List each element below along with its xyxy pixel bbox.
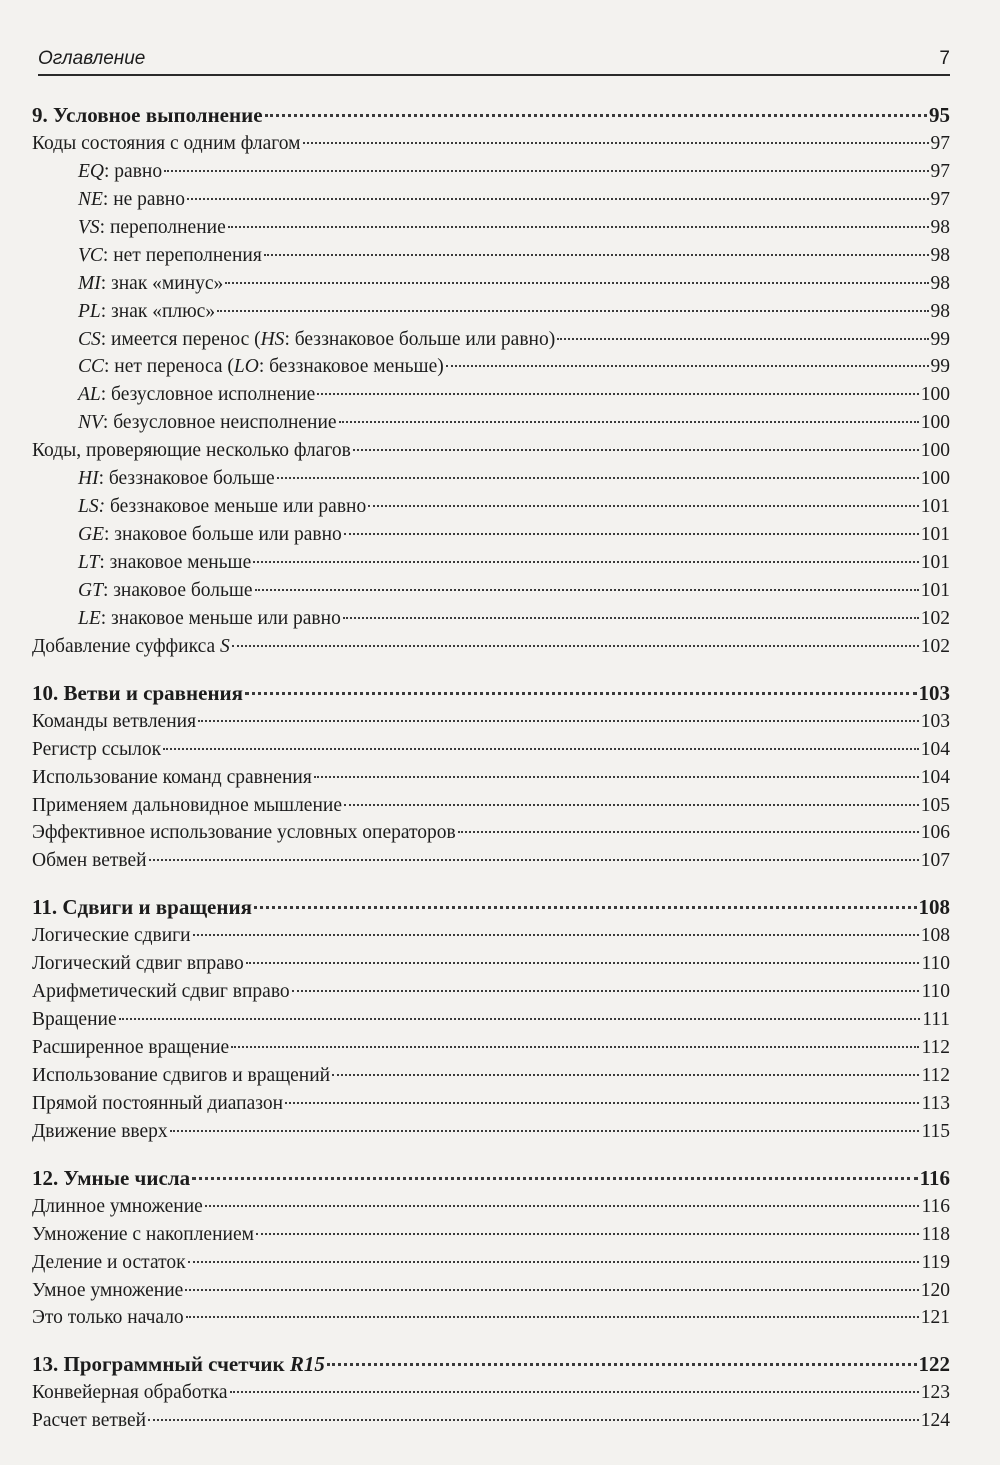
entry-page: 98 <box>930 300 950 322</box>
entry-text: Конвейерная обработка <box>32 1382 228 1404</box>
toc-entry[interactable] <box>32 633 950 661</box>
toc-entry-title <box>78 186 185 214</box>
toc-entry-title <box>32 1277 183 1305</box>
entry-page: 107 <box>920 850 950 872</box>
toc-entry[interactable] <box>32 1118 950 1146</box>
entry-page: 100 <box>920 440 950 462</box>
toc-entry-title <box>32 633 230 661</box>
entry-code: NV <box>78 412 103 434</box>
dot-leader <box>228 225 929 228</box>
toc-entry[interactable] <box>32 1034 950 1062</box>
toc-entry[interactable] <box>32 922 950 950</box>
toc-entry-title <box>78 549 251 577</box>
dot-leader <box>170 1129 920 1132</box>
entry-page: 104 <box>920 766 950 788</box>
dot-leader <box>205 1204 920 1207</box>
entry-page: 120 <box>920 1279 950 1301</box>
toc-entry-title <box>32 708 196 736</box>
toc-entry[interactable] <box>32 353 950 381</box>
entry-page: 101 <box>920 496 950 518</box>
entry-page: 97 <box>930 160 950 182</box>
toc-entry-title <box>78 521 342 549</box>
dot-leader <box>303 141 929 144</box>
entry-page: 123 <box>920 1382 950 1404</box>
running-header <box>38 44 950 76</box>
toc-entry[interactable] <box>32 708 950 736</box>
entry-page: 119 <box>921 1251 950 1273</box>
toc-entry-title <box>32 950 244 978</box>
entry-page: 100 <box>920 468 950 490</box>
dot-leader <box>185 1288 918 1291</box>
toc-entry-title <box>32 792 342 820</box>
entry-code: AL <box>78 384 101 406</box>
chapter-title <box>32 680 243 708</box>
entry-text: Обмен ветвей <box>32 850 147 872</box>
dot-leader <box>164 169 928 172</box>
entry-text: : знак «минус» <box>100 272 224 294</box>
entry-text: Использование сдвигов и вращений <box>32 1064 331 1086</box>
entry-page: 111 <box>922 1009 950 1031</box>
toc-entry[interactable] <box>32 1249 950 1277</box>
toc-entry[interactable] <box>32 1006 950 1034</box>
toc-entry[interactable] <box>32 1277 950 1305</box>
dot-leader <box>188 1260 920 1263</box>
entry-page: 100 <box>920 412 950 434</box>
dot-leader <box>253 560 919 563</box>
toc-entry[interactable] <box>32 242 950 270</box>
entry-text: : нет переполнения <box>102 244 262 266</box>
entry-code: LE <box>78 607 101 629</box>
entry-text: : безусловное исполнение <box>100 384 316 406</box>
entry-code: CC <box>78 356 105 378</box>
toc-entry-title <box>32 764 312 792</box>
toc-entry[interactable] <box>32 158 950 186</box>
toc-entry-title <box>32 437 351 465</box>
toc-entry[interactable] <box>32 1221 950 1249</box>
toc-entry[interactable] <box>32 437 950 465</box>
dot-leader <box>246 961 920 964</box>
entry-text: : нет переноса ( <box>104 356 234 378</box>
entry-text: Использование команд сравнения <box>32 766 312 788</box>
dot-leader <box>245 691 916 695</box>
entry-page: 103 <box>920 710 950 732</box>
toc-entry-title <box>78 214 226 242</box>
dot-leader <box>446 364 929 367</box>
toc-entry[interactable] <box>32 493 950 521</box>
dot-leader <box>292 989 920 992</box>
entry-page: 98 <box>930 244 950 266</box>
entry-page: 97 <box>930 188 950 210</box>
dot-leader <box>232 644 919 647</box>
chapter-heading[interactable] <box>32 1165 950 1193</box>
dot-leader <box>285 1101 919 1104</box>
toc-entry[interactable] <box>32 326 950 354</box>
toc-entry-title <box>32 847 147 875</box>
dot-leader <box>192 1176 918 1180</box>
entry-page: 112 <box>921 1064 950 1086</box>
toc-entry[interactable] <box>32 381 950 409</box>
toc-entry-title <box>32 978 290 1006</box>
toc-entry-title <box>78 381 315 409</box>
entry-text: : знаковое больше <box>102 579 253 601</box>
dot-leader <box>119 1017 921 1020</box>
dot-leader <box>557 337 928 340</box>
entry-text: Эффективное использование условных операторов <box>32 822 456 844</box>
entry-text: Это только начало <box>32 1307 184 1329</box>
toc-entry-title <box>78 326 555 354</box>
chapter-heading[interactable] <box>32 1351 950 1379</box>
toc-entry-title <box>78 158 162 186</box>
chapter-page: 95 <box>929 103 950 127</box>
toc-entry[interactable] <box>32 1090 950 1118</box>
entry-code: GE <box>78 524 104 546</box>
entry-text: : знаковое меньше или равно <box>100 607 341 629</box>
toc-entry[interactable] <box>32 1193 950 1221</box>
toc-entry-title <box>78 493 366 521</box>
entry-text: Длинное умножение <box>32 1195 203 1217</box>
dot-leader <box>339 420 919 423</box>
entry-code: MI <box>78 272 101 294</box>
toc-entry-title <box>32 1304 184 1332</box>
toc-entry-title <box>78 298 215 326</box>
dot-leader <box>317 392 918 395</box>
dot-leader <box>264 253 929 256</box>
entry-page: 98 <box>930 272 950 294</box>
toc-chapter <box>32 1165 950 1333</box>
toc-entry[interactable] <box>32 214 950 242</box>
toc-entry[interactable] <box>32 847 950 875</box>
entry-text: : имеется перенос ( <box>100 328 261 350</box>
entry-page: 121 <box>920 1307 950 1329</box>
toc-entry-title <box>32 130 301 158</box>
toc-entry[interactable] <box>32 298 950 326</box>
entry-page: 116 <box>921 1195 950 1217</box>
toc-entry-title <box>78 242 262 270</box>
entry-text: Коды состояния с одним флагом <box>32 132 301 154</box>
toc-entry[interactable] <box>32 950 950 978</box>
toc-entry[interactable] <box>32 549 950 577</box>
entry-page: 102 <box>920 635 950 657</box>
entry-text: беззнаковое меньше или равно <box>105 496 367 518</box>
entry-text: Регистр ссылок <box>32 738 162 760</box>
toc-entry-title <box>78 270 223 298</box>
toc-entry-title <box>32 1193 203 1221</box>
toc-entry-title <box>78 465 275 493</box>
chapter-title-text: 11. Сдвиги и вращения <box>32 895 252 920</box>
chapter-page: 116 <box>919 1165 950 1190</box>
entry-text: : переполнение <box>99 216 226 238</box>
toc-entry[interactable] <box>32 736 950 764</box>
entry-text: Команды ветвления <box>32 710 197 732</box>
toc-entry[interactable] <box>32 819 950 847</box>
entry-text: Применяем дальновидное мышление <box>32 794 342 816</box>
entry-text: Умножение с накоплением <box>32 1223 254 1245</box>
chapter-title <box>32 1165 190 1193</box>
page-number: 7 <box>939 48 950 69</box>
entry-text: Логический сдвиг вправо <box>32 953 244 975</box>
dot-leader <box>217 309 928 312</box>
dot-leader <box>149 858 919 861</box>
chapter-heading[interactable] <box>32 680 950 708</box>
entry-page: 110 <box>921 981 950 1003</box>
toc-entry-title <box>32 1249 186 1277</box>
entry-text: Расчет ветвей <box>32 1410 147 1432</box>
toc-entry[interactable] <box>32 1407 950 1435</box>
entry-page: 100 <box>920 384 950 406</box>
entry-page: 97 <box>930 132 950 154</box>
dot-leader <box>344 532 919 535</box>
dot-leader <box>225 281 928 284</box>
chapter-title-text: 9. Условное выполнение <box>32 103 263 127</box>
entry-text: Прямой постоянный диапазон <box>32 1092 284 1114</box>
toc-entry-title <box>78 577 253 605</box>
entry-page: 105 <box>920 794 950 816</box>
toc-entry[interactable] <box>32 605 950 633</box>
toc-entry-title <box>32 1379 228 1407</box>
toc-entry-title <box>32 736 161 764</box>
entry-code: CS <box>78 328 101 350</box>
toc-entry-title <box>32 922 191 950</box>
entry-code: GT <box>78 579 103 601</box>
entry-page: 112 <box>921 1037 950 1058</box>
dot-leader <box>186 1315 919 1318</box>
entry-text: Расширенное вращение <box>32 1037 230 1058</box>
toc-chapter <box>32 1351 950 1435</box>
dot-leader <box>327 1362 917 1366</box>
dot-leader <box>265 113 927 117</box>
toc-entry-title <box>32 1090 283 1118</box>
toc-entry-title <box>32 1062 330 1090</box>
entry-page: 101 <box>920 552 950 573</box>
entry-code-2: HS <box>260 328 285 350</box>
toc-entry-title <box>32 1006 117 1034</box>
entry-text-pre: Добавление суффикса <box>32 635 221 657</box>
entry-text: Логические сдвиги <box>32 925 191 947</box>
table-of-contents <box>32 102 950 1454</box>
entry-text-2: : беззнаковое больше или равно) <box>284 328 556 350</box>
entry-page: 101 <box>920 524 950 546</box>
dot-leader <box>314 775 919 778</box>
entry-code: VS <box>78 216 100 238</box>
toc-entry[interactable] <box>32 521 950 549</box>
dot-leader <box>193 933 919 936</box>
chapter-title-text: 12. Умные числа <box>32 1165 191 1190</box>
dot-leader <box>254 905 917 909</box>
entry-text: : равно <box>104 160 163 182</box>
entry-code-2: LO <box>233 356 259 378</box>
chapter-title-text: 13. Программный счетчик <box>32 1352 290 1377</box>
chapter-heading[interactable] <box>32 894 950 922</box>
entry-text-2: : беззнаковое меньше) <box>258 356 444 378</box>
dot-leader <box>458 830 919 833</box>
toc-chapter <box>32 102 950 661</box>
entry-text: : знаковое меньше <box>99 552 252 573</box>
dot-leader <box>231 1045 919 1048</box>
dot-leader <box>187 197 929 200</box>
chapter-heading[interactable] <box>32 102 950 130</box>
running-header-title: Оглавление <box>38 48 146 69</box>
toc-entry-title <box>32 1118 168 1146</box>
dot-leader <box>343 616 919 619</box>
dot-leader <box>332 1073 919 1076</box>
toc-entry[interactable] <box>32 1062 950 1090</box>
entry-text: Вращение <box>32 1009 117 1031</box>
toc-entry[interactable] <box>32 978 950 1006</box>
toc-entry-title <box>78 605 341 633</box>
entry-code: NE <box>78 188 103 210</box>
dot-leader <box>256 1232 920 1235</box>
toc-entry[interactable] <box>32 465 950 493</box>
dot-leader <box>255 588 919 591</box>
entry-page: 104 <box>920 738 950 760</box>
entry-text: Деление и остаток <box>32 1251 186 1273</box>
entry-page: 98 <box>930 216 950 238</box>
toc-entry-title <box>32 819 456 847</box>
toc-chapter <box>32 680 950 876</box>
entry-text: Движение вверх <box>32 1120 168 1142</box>
entry-text: Коды, проверяющие несколько флагов <box>32 440 351 462</box>
entry-code: VC <box>78 244 103 266</box>
entry-page: 110 <box>921 953 950 975</box>
entry-page: 124 <box>920 1410 950 1432</box>
dot-leader <box>353 448 919 451</box>
toc-entry-title <box>78 409 337 437</box>
entry-code: HI <box>78 468 99 490</box>
entry-page: 101 <box>920 579 950 601</box>
toc-entry-title <box>32 1034 229 1062</box>
entry-page: 102 <box>920 607 950 629</box>
entry-text: : беззнаковое больше <box>98 468 275 490</box>
toc-entry-title <box>78 353 444 381</box>
chapter-title <box>32 1351 325 1379</box>
entry-page: 115 <box>921 1120 950 1142</box>
entry-page: 108 <box>920 925 950 947</box>
dot-leader <box>230 1390 919 1393</box>
toc-entry-title <box>32 1407 146 1435</box>
chapter-page: 122 <box>918 1352 950 1377</box>
dot-leader <box>163 747 919 750</box>
entry-page: 99 <box>930 356 950 378</box>
entry-page: 99 <box>930 328 950 350</box>
toc-entry[interactable] <box>32 186 950 214</box>
toc-entry[interactable] <box>32 409 950 437</box>
entry-code: LS: <box>78 496 106 518</box>
entry-page: 113 <box>921 1092 950 1114</box>
dot-leader <box>277 476 919 479</box>
dot-leader <box>198 719 919 722</box>
toc-entry[interactable] <box>32 130 950 158</box>
chapter-title-em: R15 <box>289 1352 325 1377</box>
entry-text: Умное умножение <box>32 1279 184 1301</box>
entry-text: : знак «плюс» <box>100 300 216 322</box>
entry-code: EQ <box>78 160 104 182</box>
toc-entry[interactable] <box>32 792 950 820</box>
chapter-title <box>32 102 263 130</box>
toc-entry[interactable] <box>32 764 950 792</box>
entry-page: 106 <box>920 822 950 844</box>
entry-page: 118 <box>921 1223 950 1245</box>
entry-code: LT <box>78 552 100 573</box>
toc-chapter <box>32 894 950 1145</box>
entry-text: Арифметический сдвиг вправо <box>32 981 290 1003</box>
entry-code: PL <box>78 300 101 322</box>
entry-text: : не равно <box>102 188 185 210</box>
chapter-title-text: 10. Ветви и сравнения <box>32 680 244 705</box>
toc-entry[interactable] <box>32 577 950 605</box>
chapter-title <box>32 894 252 922</box>
entry-text: : знаковое больше или равно <box>104 524 342 546</box>
entry-text: : безусловное неисполнение <box>102 412 337 434</box>
toc-entry[interactable] <box>32 1379 950 1407</box>
dot-leader <box>344 803 919 806</box>
chapter-page: 108 <box>918 895 950 920</box>
toc-entry[interactable] <box>32 270 950 298</box>
chapter-page: 103 <box>918 680 950 705</box>
toc-entry-title <box>32 1221 254 1249</box>
dot-leader <box>148 1418 919 1421</box>
entry-code: S <box>220 635 230 657</box>
dot-leader <box>368 504 919 507</box>
toc-entry[interactable] <box>32 1304 950 1332</box>
